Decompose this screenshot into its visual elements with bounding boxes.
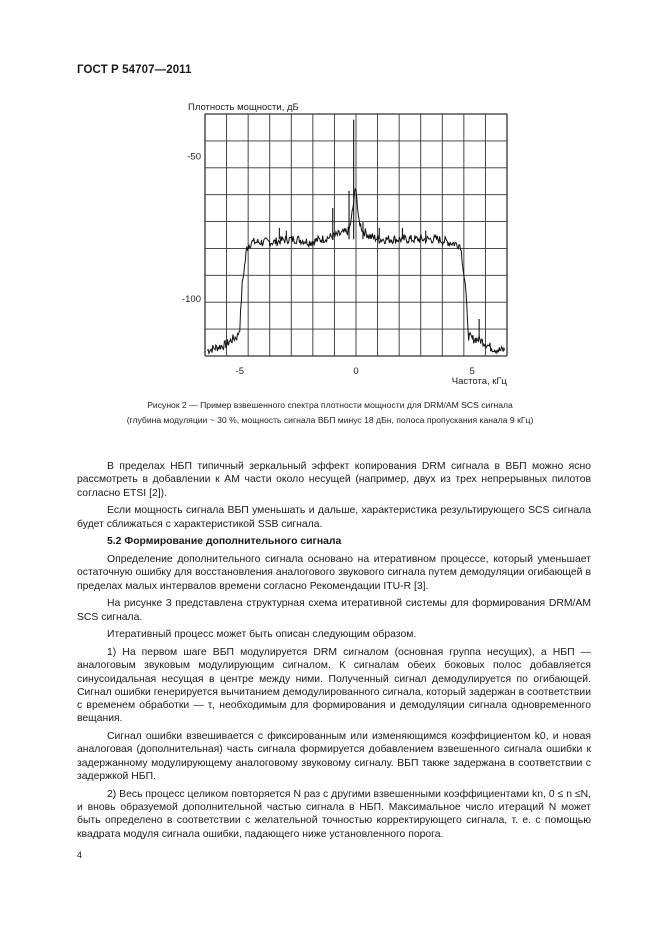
paragraph: На рисунке 3 представлена структурная схема итеративной системы для формирования DRM/AM SCS сигнала. [77,598,591,623]
y-axis-label: Плотность мощности, дБ [188,102,299,113]
figure-caption [90,398,570,428]
paragraph: В пределах НБП типичный зеркальный эффект копирования DRM сигнала в ВБП можно ясно рассмотреть в добавлении к AM части около несущей (например, двух из трех непрерывных пилотов согласно ETSI [2]). [77,461,591,499]
caption-line-2: (глубина модуляции ~ 30 %, мощность сигнала ВБП минус 18 дБн, полоса пропускания канала 9 кГц) [126,415,534,425]
x-axis-label: Частота, кГц [451,376,507,387]
chart-grid [205,114,507,356]
paragraph: Итеративный процесс может быть описан следующим образом. [107,629,417,641]
x-tick-label: -5 [235,366,245,377]
paragraph: Если мощность сигнала ВБП уменьшать и дальше, характеристика результирующего SCS сигнала будет сближаться с характеристикой SSB сигнала. [77,505,591,530]
paragraph: Определение дополнительного сигнала основано на итеративном процессе, который уменьшает остаточную ошибку для восстановления аналогового звукового сигнала путем демодуляции огибающей в пределах малых интервалов времени согласно Рекомендации ITU-R [3]. [77,553,591,592]
tick-labels [182,152,475,377]
paragraph: 1) На первом шаге ВБП модулируется DRM сигналом (основная группа несущих), а НБП — аналоговым звуковым модулирующим сигналом. К сигналам обеих боковых полос добавляется синусоидальная несущая в центре между ними. Полученный сигнал демодулируется по огибающей. Сигнал ошибки генерируется вычитанием демодулированного сигнала, который задержан в соответствии с временем обработки — τ, необходимым для формирования и демодуляции сигнала одновременного вещания. [77,646,591,725]
paragraph: Сигнал ошибки взвешивается с фиксированным или изменяющимся коэффициентом k0, и новая аналоговая (дополнительная) часть сигнала формируется добавлением взвешенного сигнала ошибки к задержанному модулирующему аналоговому звуковому сигналу. ВБП также задержана в соответствии с задержкой НБП. [77,731,591,782]
x-tick-label: 5 [469,366,475,377]
chart-svg [0,0,661,395]
body-text [77,460,591,845]
page-number: 4 [77,850,83,860]
x-tick-label: 0 [353,366,359,377]
spectrum-chart [0,0,661,400]
y-tick-label: -100 [181,294,201,306]
y-tick-label: -50 [187,151,201,163]
document-header: ГОСТ Р 54707—2011 [77,64,192,76]
section-title: 5.2 Формирование дополнительного сигнала [107,536,342,548]
caption-line-1: Рисунок 2 — Пример взвешенного спектра плотности мощности для DRM/AM SCS сигнала [147,400,513,410]
paragraph: 2) Весь процесс целиком повторяется N раз с другими взвешенными коэффициентами kn, 0 ≤ n ≤N, и вновь образуемой дополнительной частью сигнала в НБП. Максимальное число итераций N может быть определено в соответствии с желательной точностью корректирующего сигнала, т. е. с помощью квадрата модуля сигнала ошибки, падающего ниже установленного порога. [77,788,591,840]
